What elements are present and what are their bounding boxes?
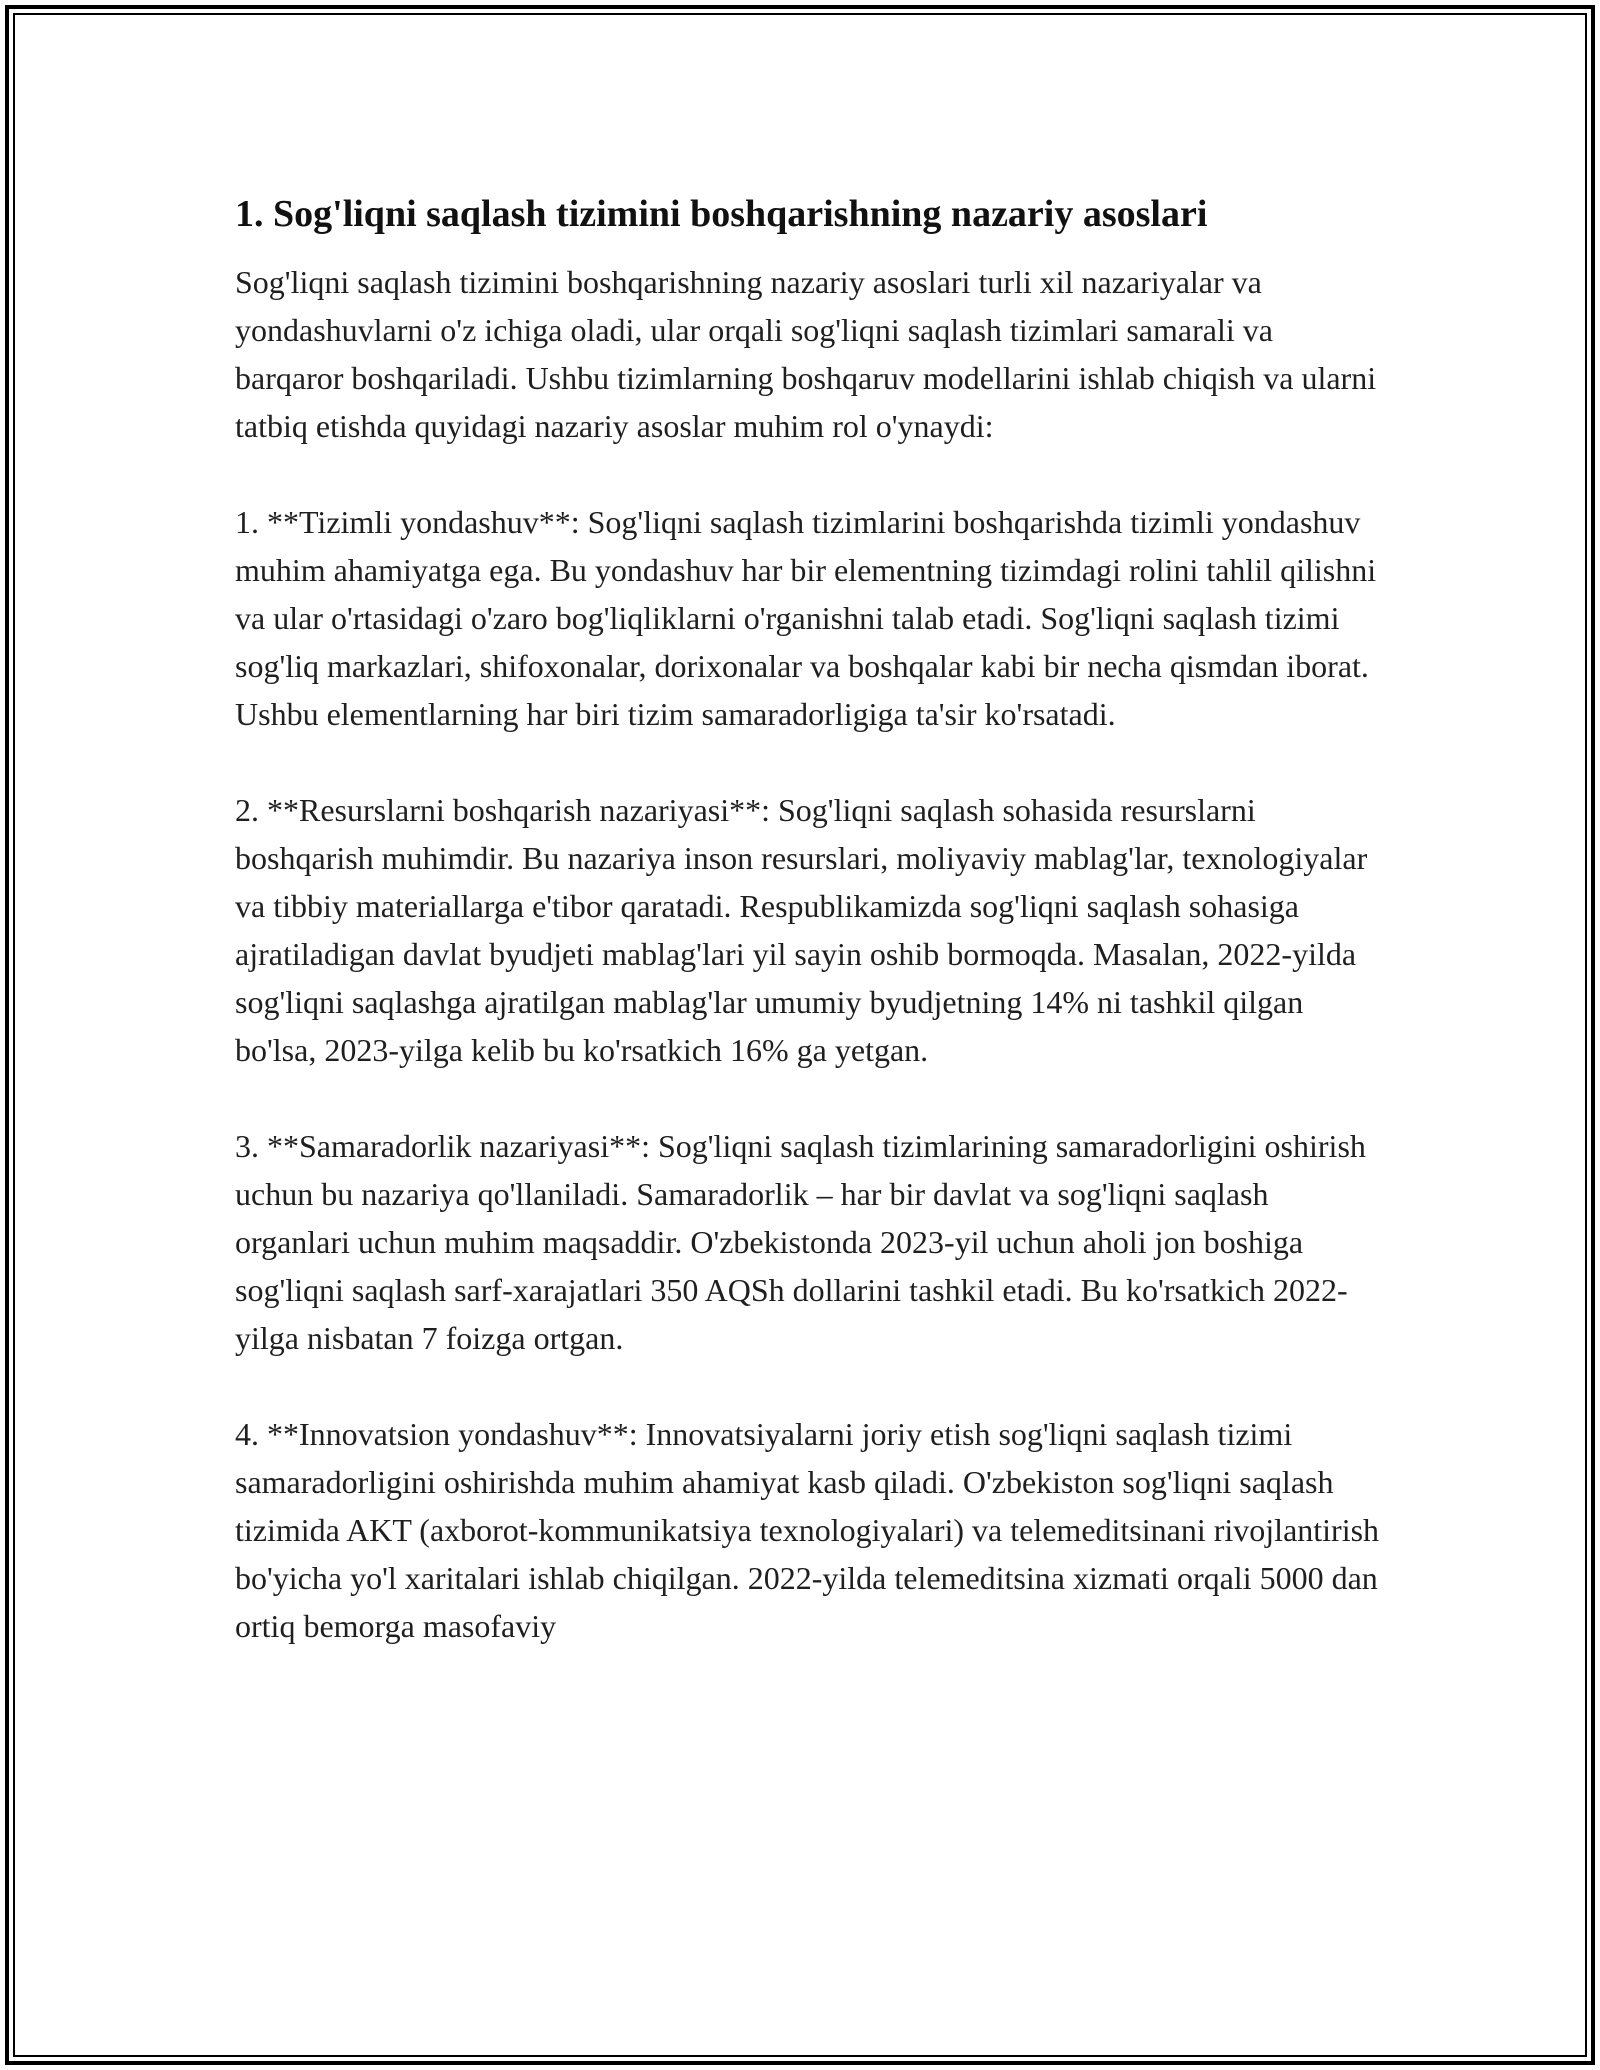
paragraph-systems-approach: 1. **Tizimli yondashuv**: Sog'liqni saqlash tizimlarini boshqarishda tizimli yondashuv muhim ahamiyatga ega. Bu yondashuv har bir elementning tizimdagi rolini tahlil qilishni va ular o'rtasidagi o'zaro bog'liqliklarni o'rganishni talab etadi. Sog'liqni saqlash tizimi sog'liq markazlari, shifoxonalar, dorixonalar va boshqalar kabi bir necha qismdan iborat. Ushbu elementlarning har biri tizim samaradorligiga ta'sir ko'rsatadi. <box>235 504 1377 732</box>
paragraph-innovation-approach: 4. **Innovatsion yondashuv**: Innovatsiyalarni joriy etish sog'liqni saqlash tizimi samaradorligini oshirishda muhim ahamiyat kasb qiladi. O'zbekiston sog'liqni saqlash tizimida AKT (axborot-kommunikatsiya texnologiyalari) va telemeditsinani rivojlantirish bo'yicha yo'l xaritalari ishlab chiqilgan. 2022-yilda telemeditsina xizmati orqali 5000 dan ortiq bemorga masofaviy <box>235 1416 1380 1644</box>
section-heading: 1. Sog'liqni saqlash tizimini boshqarishning nazariy asoslari <box>235 193 1208 235</box>
intro-paragraph: Sog'liqni saqlash tizimini boshqarishning nazariy asoslari turli xil nazariyalar va yondashuvlarni o'z ichiga oladi, ular orqali sog'liqni saqlash tizimlari samarali va barqaror boshqariladi. Ushbu tizimlarning boshqaruv modellarini ishlab chiqish va ularni tatbiq etishda quyidagi nazariy asoslar muhim rol o'ynaydi: <box>235 264 1377 444</box>
document-body <box>235 182 1380 1650</box>
paragraph-efficiency-theory: 3. **Samaradorlik nazariyasi**: Sog'liqni saqlash tizimlarining samaradorligini oshirish uchun bu nazariya qo'llaniladi. Samaradorlik – har bir davlat va sog'liqni saqlash organlari uchun muhim maqsaddir. O'zbekistonda 2023-yil uchun aholi jon boshiga sog'liqni saqlash sarf-xarajatlari 350 AQSh dollarini tashkil etadi. Bu ko'rsatkich 2022-yilga nisbatan 7 foizga ortgan. <box>235 1128 1366 1356</box>
paragraph-resource-management: 2. **Resurslarni boshqarish nazariyasi**: Sog'liqni saqlash sohasida resurslarni boshqarish muhimdir. Bu nazariya inson resurslari, moliyaviy mablag'lar, texnologiyalar va tibbiy materiallarga e'tibor qaratadi. Respublikamizda sog'liqni saqlash sohasiga ajratiladigan davlat byudjeti mablag'lari yil sayin oshib bormoqda. Masalan, 2022-yilda sog'liqni saqlashga ajratilgan mablag'lar umumiy byudjetning 14% ni tashkil qilgan bo'lsa, 2023-yilga kelib bu ko'rsatkich 16% ga yetgan. <box>235 792 1368 1068</box>
